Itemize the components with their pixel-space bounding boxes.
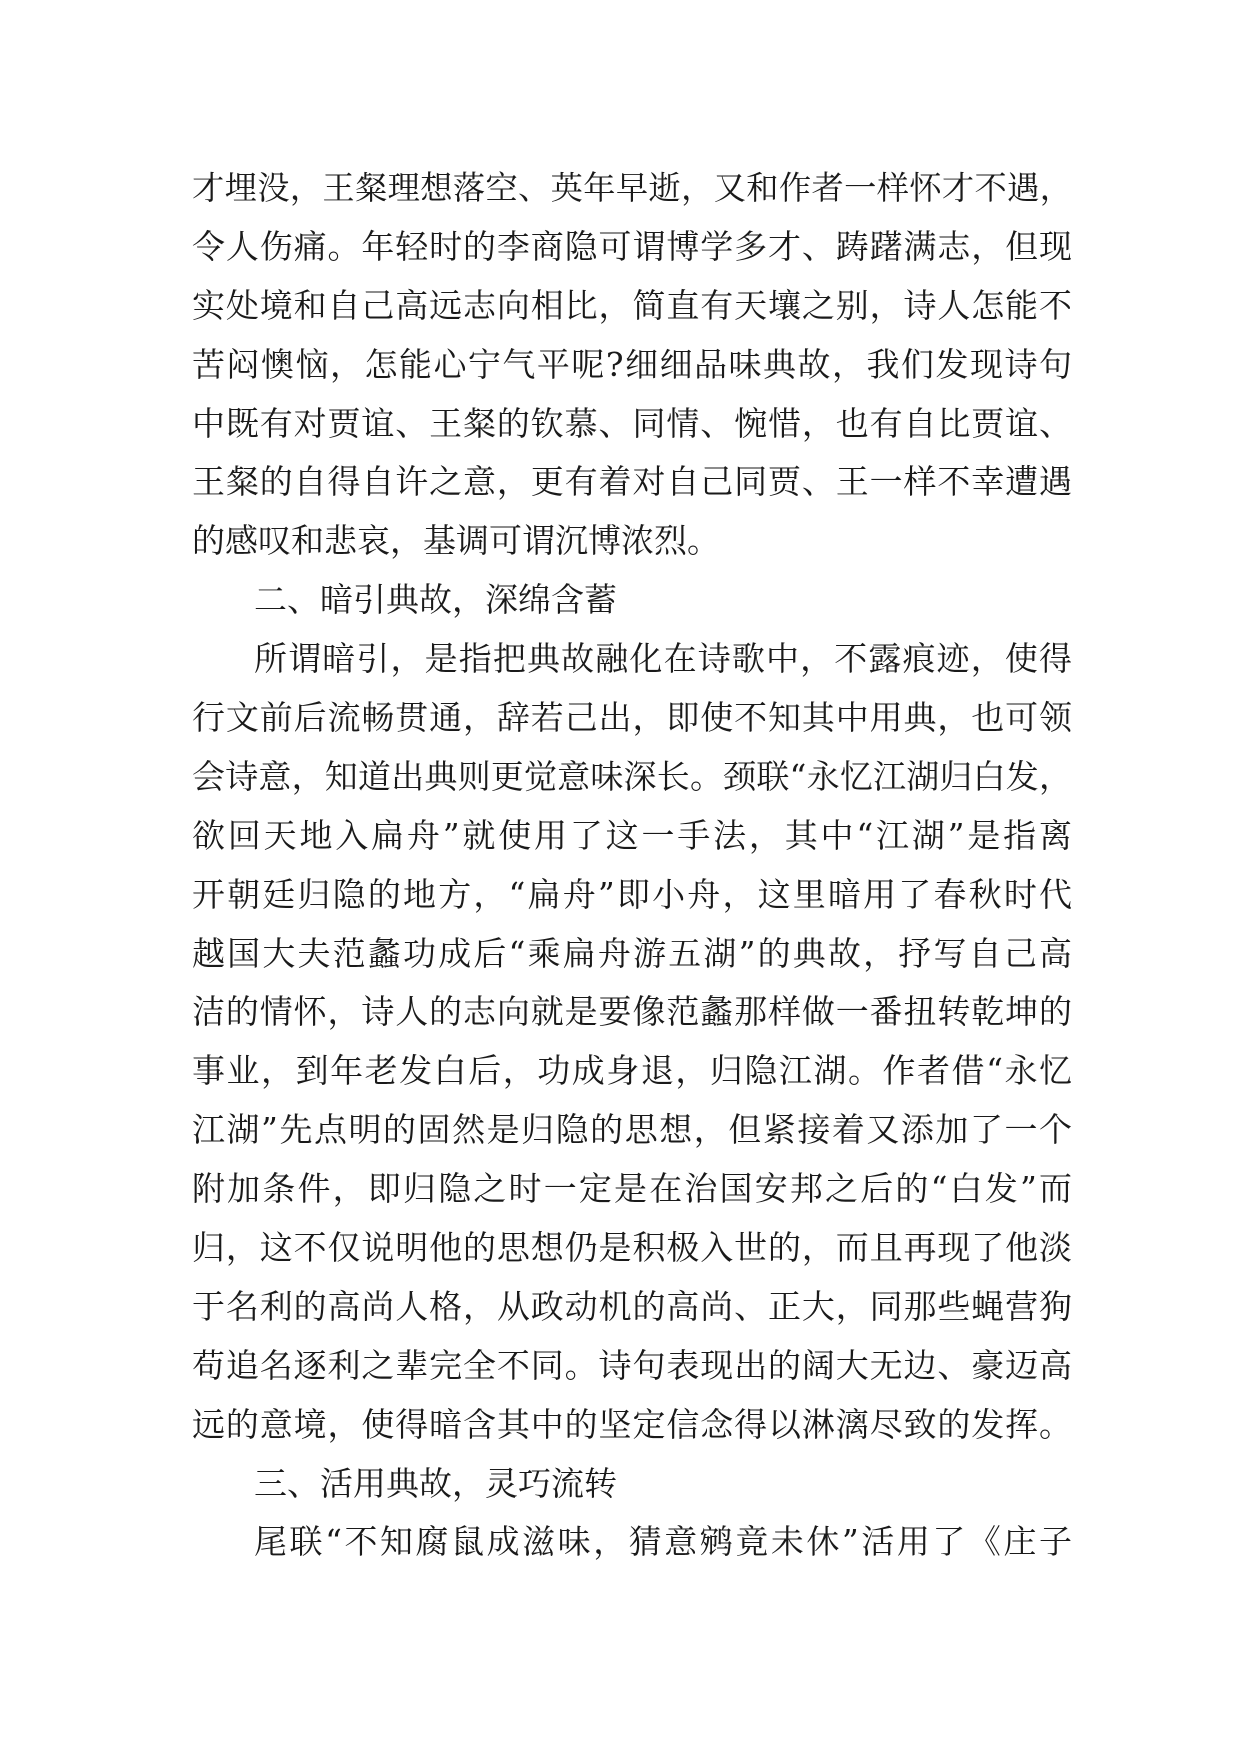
text-line: 王粲的自得自许之意，更有着对自己同贾、王一样不幸遭遇 [192,462,1072,502]
text-line: 令人伤痛。年轻时的李商隐可谓博学多才、踌躇满志，但现 [192,226,1072,266]
text-line: 行文前后流畅贯通，辞若己出，即使不知其中用典，也可领 [192,698,1072,738]
text-line: 的感叹和悲哀，基调可谓沉博浓烈。 [192,521,720,561]
text-line: 江湖”先点明的固然是归隐的思想，但紧接着又添加了一个 [192,1110,1072,1150]
section-heading: 三、活用典故，灵巧流转 [254,1463,617,1503]
text-line: 才埋没，王粲理想落空、英年早逝，又和作者一样怀才不遇， [192,169,1072,207]
text-line: 苦闷懊恼，怎能心宁气平呢?细细品味典故，我们发现诗句 [192,344,1072,384]
text-line: 会诗意，知道出典则更觉意味深长。颈联“永忆江湖归白发， [192,756,1072,796]
text-line: 附加条件，即归隐之时一定是在治国安邦之后的“白发”而 [192,1169,1072,1209]
text-line: 事业，到年老发白后，功成身退，归隐江湖。作者借“永忆 [192,1051,1072,1091]
text-line: 越国大夫范蠡功成后“乘扁舟游五湖”的典故，抒写自己高 [192,933,1072,973]
text-line: 归，这不仅说明他的思想仍是积极入世的，而且再现了他淡 [192,1228,1072,1268]
text-line: 尾联“不知腐鼠成滋味，猜意鹓竟未休”活用了《庄子 [254,1522,1072,1562]
text-line: 远的意境，使得暗含其中的坚定信念得以淋漓尽致的发挥。 [192,1404,1072,1444]
text-line: 欲回天地入扁舟”就使用了这一手法，其中“江湖”是指离 [192,815,1072,855]
text-line: 苟追名逐利之辈完全不同。诗句表现出的阔大无边、豪迈高 [192,1345,1072,1385]
section-heading: 二、暗引典故，深绵含蓄 [254,580,617,620]
text-line: 洁的情怀，诗人的志向就是要像范蠡那样做一番扭转乾坤的 [192,992,1072,1032]
document-body [192,159,1072,1572]
text-line: 实处境和自己高远志向相比，简直有天壤之别，诗人怎能不 [192,285,1072,325]
text-line: 中既有对贾谊、王粲的钦慕、同情、惋惜，也有自比贾谊、 [192,403,1072,443]
text-line: 于名利的高尚人格，从政动机的高尚、正大，同那些蝇营狗 [192,1286,1072,1326]
text-line: 开朝廷归隐的地方，“扁舟”即小舟，这里暗用了春秋时代 [192,874,1072,914]
text-line: 所谓暗引，是指把典故融化在诗歌中，不露痕迹，使得 [254,639,1072,679]
